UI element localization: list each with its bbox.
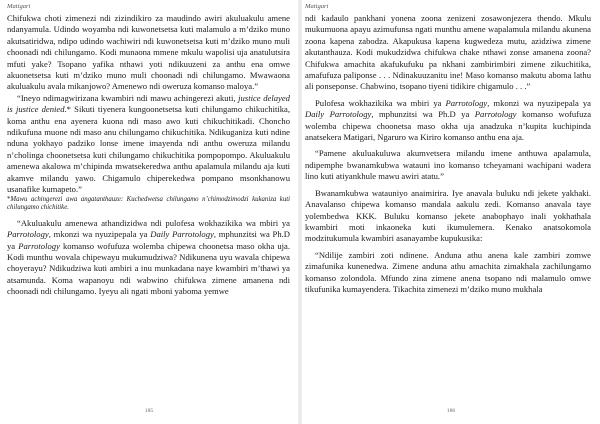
footnote: *Mawu achingerezi awa angatanthauze: Kuchedwetsa chilungamo n’chimodzimodzi kukaniza kuti chilungamo chichitike. (7, 195, 290, 212)
paragraph: “Ndilije zambiri zoti ndinene. Anduna athu anena kale zambiri zomwe zimafunika kunenedwa. Zimene anduna athu amachita zimakhala zachilungamo komanso zolondola. Mfundo zina zimene anena tsopano ndi malamulo omwe tikufunika kumayendera. Tikachita zimenezi m’dziko muno mukhala (305, 249, 591, 294)
paragraph: “Akuluakulu amenewa athandizidwa ndi pulofesa wokhazikika wa mbiri ya Parrotology, mkonzi wa nyuzipepala ya Daily Parrotology, mphunzitsi wa Ph.D ya Parrotology komanso wofufuza wolemba chipewa choonetsa maso okha uja. Kodi munthu wovala chipewayu mukumudziwa? Ndikunena uyu wavala chipewa choyerayu? Ndikudziwa kuti ambiri a inu munkadana naye kwambiri m’thawi ya atsamunda. Koma wapanoyu ndi wabwino chifukwa zimene amanena ndi choonadi ndi chilungamo. Iyeyu ali ngati mboni yaboma yemwe (7, 217, 291, 297)
page-body (7, 13, 290, 298)
paragraph: “Pamene akuluakuluwa akumvetsera milandu imene anthuwa apalamula, ndipemphe bwanamkubwa watauni ino komanso tcheyamani wachipani wadera lino kuti atiyankhule mawu awiri atatu.” (305, 148, 591, 182)
running-head: Matigari (7, 3, 31, 10)
right-page (302, 0, 600, 424)
left-page (0, 0, 298, 424)
page-number: 185 (144, 408, 154, 414)
paragraph: Chifukwa choti zimenezi ndi zizindikiro za maudindo awiri akuluakulu amene ndanyamula. Udindo woyamba ndi kuwonetsetsa kuti malamulo a m’dziko muno akutsatiridwa, ndipo udindo wachiwiri ndi kuwonetsetsa kuti m’dziko muno muli choonadi ndi chilungamo. Kodi munaona mmene mkulu wapolisi uja anatulutsira mfuti yake? Tsopano yafika nthawi yoti ndikuuzeni za anthu ena omwe akuonetsetsa kuti m’dziko muno muli choonadi ndi chilungamo. Mwawaona akuluakulu avala mikanjowo? Amenewo ndi oweruza komanso maloya.” (7, 13, 290, 92)
paragraph: ndi kadaulo pankhani yonena zoona zenizeni zosawonjezera thendo. Mkulu mukumuona apayu azimufunsa ngati munthu amene wapalamula milandu akunena zoona kapena zabodza. Akapukusa kapena kugwedeza mutu, azidziwa zimene akutanthauza. Kodi mukudzidwa chifukwa chake nthawi zonse amanena zoona? Chifukwa amachita akafukufuku pa nkhani zambirimbiri zimene zikuchitika, amafufuza paliponse . . . Ndinakuuzanitu ine! Maso komanso makutu aboma lathu ali ponseponse. Chabwino, tsopano tiyeni tidikire chigamulo . . .” (305, 13, 591, 92)
running-head: Matigari (305, 3, 329, 10)
page-number: 186 (446, 408, 456, 414)
paragraph: Bwanamkubwa watauniyo anaimirira. Iye anavala buluku ndi jekete yakhaki. Anavalanso chipewa komanso mandala aakulu zedi. Komanso anavala taye yolembedwa KKK. Buluku komanso jekete anabophayo inali yokhathala kwambiri moti inkaoneka kuti ikumulemera. Kenako anatsokomola modzitukumula kwambiri asanayambe kupukusika: (305, 187, 591, 244)
emphasis: justice delayed is justice denied. (7, 92, 290, 115)
paragraph: “Ineyo ndimagwirizana kwambiri ndi mawu achingerezi akuti, justice delayed is justice denied.* Sikuti tiyenera kungoonetsetsa kuti chilungamo chikuchitika, koma anthu ena ayenera kuona ndi maso awo kuti chikuchitikadi. Choncho ndikufuna muone ndi maso anu chilungamo chikuchitika. Ndikuganiza kuti ndine nduna yokhayo padziko lonse imene imayenda ndi anthu oweruza milandu n’cholinga choonetsetsa kuti chilungamo chikuchitika pompopompo. Akuluakulu amenewa akalowa m’chipinda mwatsekeredwa anthu apalamula milandu aja kuti akamve milandu yawo. Chigamulo chiperekedwa pompano msonkhanowu usanafike kumapeto.” (7, 92, 290, 195)
paragraph: Pulofesa wokhazikika wa mbiri ya Parrotology, mkonzi wa nyuzipepala ya Daily Parrotology, mphunzitsi wa Ph.D ya Parrotology komanso wofufuza wolemba chipewa choonetsa maso okha uja anadzuka n’kupita kuchipinda anatsekera Matigari, Ngaruro wa Kiriro komanso anthu ena aja. (305, 97, 592, 143)
page-body (305, 13, 591, 295)
